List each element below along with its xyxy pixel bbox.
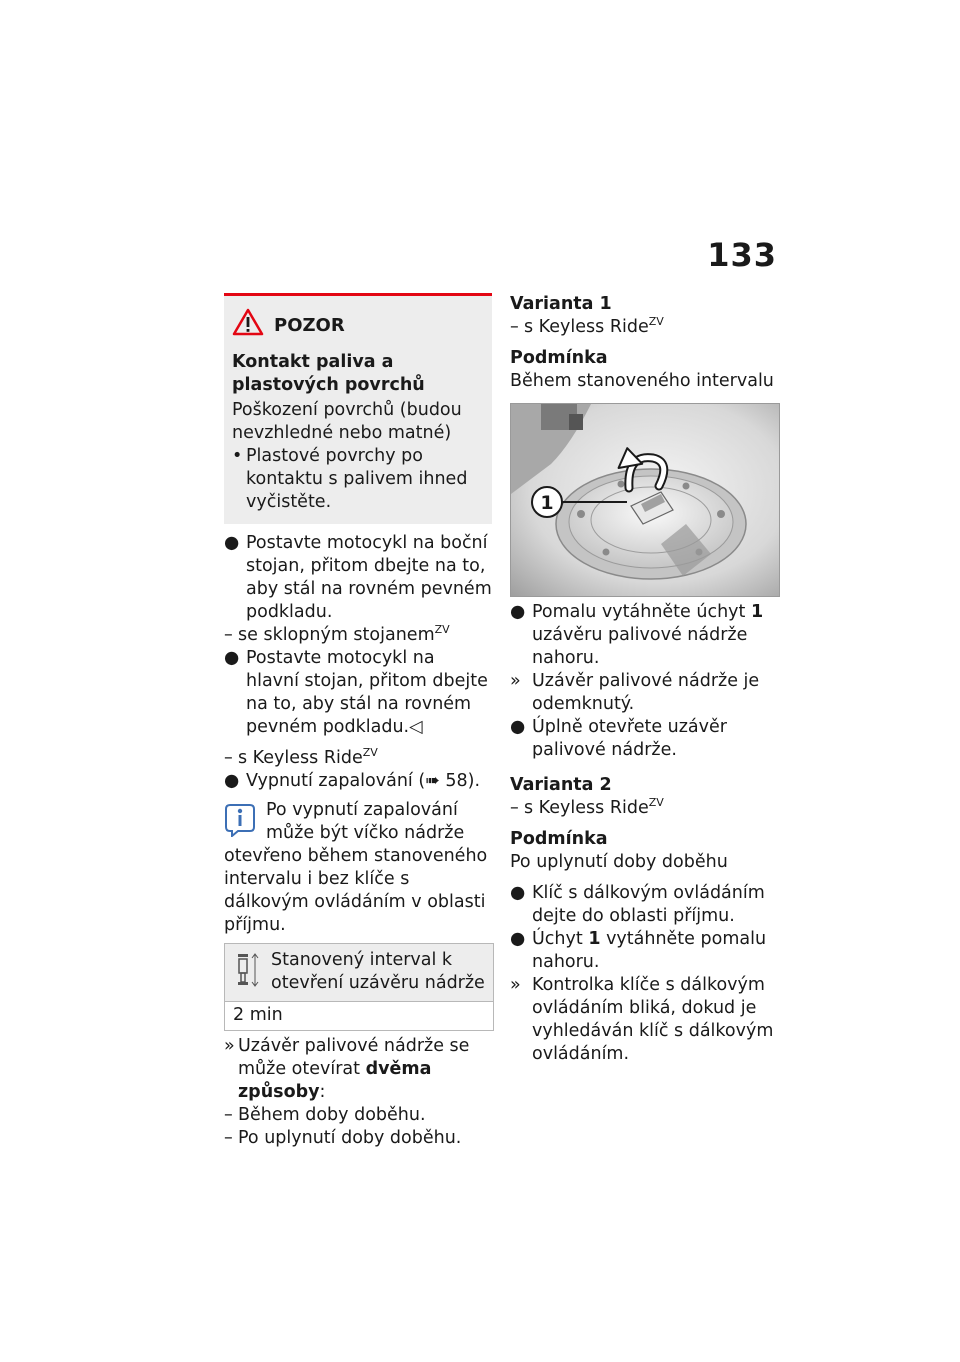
list-item: – s Keyless Ride$^{ZV}$ xyxy=(224,746,378,768)
figure-callout-1: 1 xyxy=(540,492,554,514)
variant-1-heading: Varianta 1 xyxy=(510,294,612,314)
condition-text: Během stanoveného intervalu xyxy=(510,371,774,391)
info-text-first: Po vypnutí zapalování může být víčko nádrže xyxy=(266,800,465,843)
timer-icon xyxy=(235,952,259,995)
list-item: ● Postavte motocykl na boční stojan, přitom dbejte na to, aby stál na rovném pevném podkladu. xyxy=(224,533,492,622)
list-item: – s Keyless Ride$^{ZV}$ xyxy=(510,796,664,818)
warning-box xyxy=(224,293,492,524)
info-text: otevřeno během stanoveného intervalu i bez klíče s dálkovým ovládáním v oblasti příjmu. xyxy=(224,846,488,935)
warning-triangle-icon xyxy=(232,308,264,343)
spec-value: 2 min xyxy=(225,1001,493,1030)
condition-heading: Podmínka xyxy=(510,829,608,849)
list-item: ● Klíč s dálkovým ovládáním dejte do oblasti příjmu. xyxy=(510,883,765,926)
list-item: – se sklopným stojanem$^{ZV}$ xyxy=(224,623,450,645)
list-item: ● Úplně otevřete uzávěr palivové nádrže. xyxy=(510,717,727,760)
zv-superscript: ZV xyxy=(362,746,378,760)
spec-label: Stanovený interval k otevření uzávěru nádrže xyxy=(271,950,485,993)
list-item: » Uzávěr palivové nádrže se může otevírat dvěma způsoby: xyxy=(224,1036,470,1102)
page-number: 133 xyxy=(707,236,777,274)
list-item: – Po uplynutí doby doběhu. xyxy=(224,1128,462,1148)
condition-text: Po uplynutí doby doběhu xyxy=(510,852,728,872)
info-note xyxy=(224,799,492,937)
warning-label: POZOR xyxy=(274,315,345,336)
variant-2-heading: Varianta 2 xyxy=(510,775,612,795)
warning-title: Kontakt paliva a plastových povrchů xyxy=(232,352,425,395)
list-item: ● Postavte motocykl na hlavní stojan, přitom dbejte na to, aby stál na rovném pevném podkladu.◁ xyxy=(224,648,488,737)
list-item: ● Vypnutí zapalování (➠ 58). xyxy=(224,771,481,791)
spec-table xyxy=(224,943,494,1031)
fuel-cap-figure xyxy=(510,403,780,597)
right-column xyxy=(510,293,780,1066)
zv-superscript: ZV xyxy=(648,315,664,329)
list-item: ● Úchyt 1 vytáhněte pomalu nahoru. xyxy=(510,929,767,972)
warning-text: Poškození povrchů (budou nevzhledné nebo matné) xyxy=(232,400,462,443)
condition-heading: Podmínka xyxy=(510,348,608,368)
spec-header xyxy=(225,944,493,1001)
list-item: – Během doby doběhu. xyxy=(224,1105,426,1125)
warning-header xyxy=(232,308,482,343)
list-item: ● Pomalu vytáhněte úchyt 1 uzávěru palivové nádrže nahoru. xyxy=(510,602,764,668)
warning-bullet: • Plastové povrchy po kontaktu s palivem ihned vyčistěte. xyxy=(232,446,468,512)
zv-superscript: ZV xyxy=(648,796,664,810)
left-column xyxy=(224,293,492,1150)
zv-superscript: ZV xyxy=(434,623,450,637)
list-item: » Uzávěr palivové nádrže je odemknutý. xyxy=(510,671,760,714)
list-item: – s Keyless Ride$^{ZV}$ xyxy=(510,315,664,337)
list-item: » Kontrolka klíče s dálkovým ovládáním bliká, dokud je vyhledáván klíč s dálkovým ovládáním. xyxy=(510,975,774,1064)
info-icon xyxy=(224,801,256,844)
